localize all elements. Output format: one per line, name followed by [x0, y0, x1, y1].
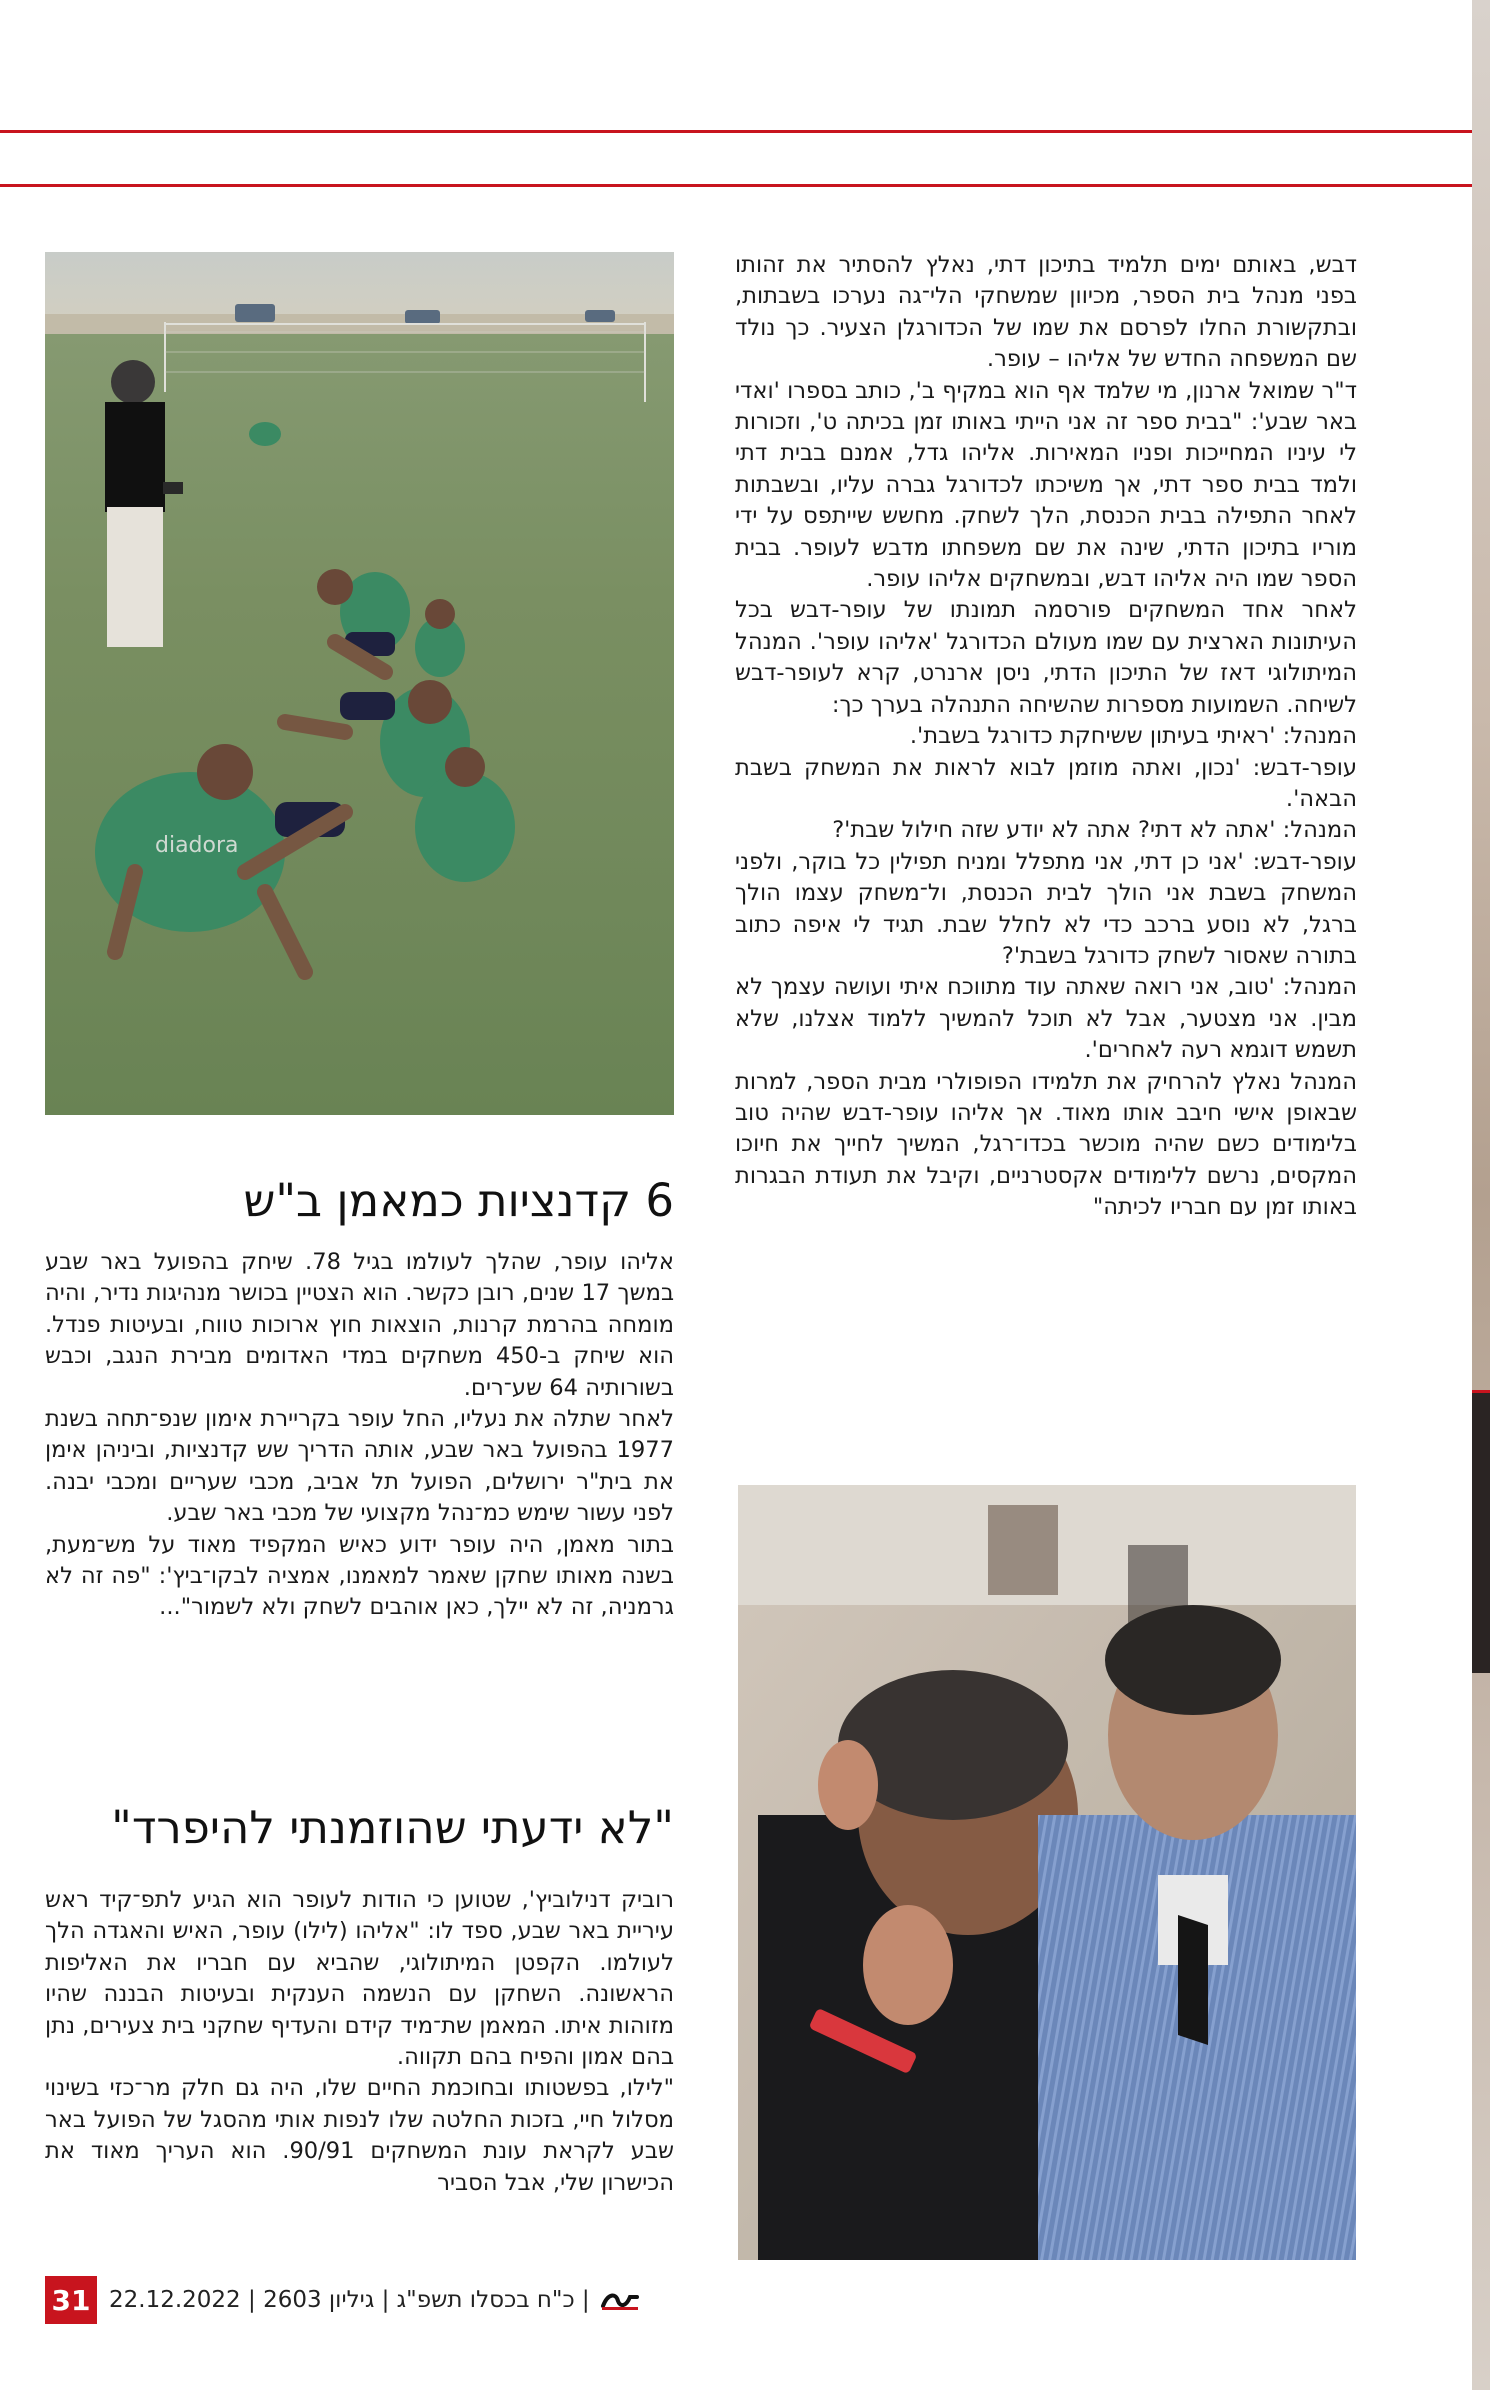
right-paragraph: המנהל: 'אתה לא דתי? אתה לא יודע שזה חילול שבת'? — [832, 817, 1357, 844]
svg-text:diadora: diadora — [155, 833, 239, 858]
top-red-rule — [0, 130, 1476, 133]
coach-embrace-photo — [738, 1485, 1356, 2260]
right-paragraph: דבש, באותם ימים תלמיד בתיכון דתי, נאלץ להסתיר את זהותו בפני מנהל בית הספר, מכיוון שמשחקי הלי־גה נערכו בשבתות, ובתקשורת החלו לפרסם את שמו של הכדורגלן הצעיר. כך נולד שם המשפחה החדש של אליהו – עופר. — [735, 252, 1357, 373]
top-red-rule-secondary — [0, 184, 1476, 187]
page-footer — [45, 2276, 640, 2324]
section2-paragraph: רוביק דנילוביץ', שטוען כי הודות לעופר הוא הגיע לתפ־קיד ראש עיריית באר שבע, ספד לו: "אליהו (לילו) עופר, האיש והאגדה הלך לעולמו. הקפטן המיתולוגי, שהביא עם חבריו את האליפות הראשונה. השחקן עם הנשמה הענקית ובעיטות הבננה שהיו מזוהות איתו. המאמן שת־מיד קידם והעדיף שחקני בית צעירים, נתן בהם אמון והפיח בהם תקווה. — [45, 1887, 674, 2071]
team-training-photo — [45, 252, 674, 1115]
right-paragraph: עופר-דבש: 'נכון, ואתה מוזמן לבוא לראות את המשחק בשבת הבאה'. — [735, 754, 1357, 812]
right-paragraph: ד"ר שמואל ארנון, מי שלמד אף הוא במקיף ב', כותב בספרו 'ואדי באר שבע': "בבית ספר זה אני הייתי באותו זמן בכיתה ט', וזכורות לי עיניו המחייכות ופניו המאירות. אליהו גדל, אמנם בבית דתי ולמד בבית ספר דתי, אך משיכתו לכדורגל גברה עליו, ובשבתות לאחר התפילה בבית הכנסת, הלך לשחק. מחשש שייתפס על ידי מוריו בתיכון הדתי, שינה את שם משפחתו מדבש לעופר. בבית הספר שמו היה אליהו דבש, ובמשחקים אליהו עופר. — [735, 377, 1357, 593]
section1-paragraph: בתור מאמן, היה עופר ידוע כאיש המקפיד מאוד על מש־מעת, בשנה מאותו שחקן שאמר למאמנו, אמציה לבקו־ביץ': "פה זה לא גרמניה, זה לא יילך, כאן אוהבים לשחק ולא לשמור"... — [45, 1531, 674, 1621]
edge-mark — [1472, 1390, 1490, 1673]
right-paragraph: המנהל: 'טוב, אני רואה שאתה עוד מתווכח איתי ועושה עצמך לא מבין. אני מצטער, אבל לא תוכל להמשיך ללמוד אצלנו, שלא תשמש דוגמא רעה לאחרים'. — [735, 974, 1357, 1064]
section2-paragraph: "לילו, בפשטותו ובחוכמת החיים שלו, היה גם חלק מר־כזי בשינוי מסלול חיי, בזכות החלטה שלו לנפות אותי מהסגל של הפועל באר שבע לקראת עונת המשחקים 90/91. הוא העריך מאוד את הכישרון שלי, אבל הסביר — [45, 2075, 674, 2196]
page-number: 31 — [45, 2276, 97, 2324]
section1-paragraph: לאחר שתלה את נעליו, החל עופר בקריירת אימון שנפ־תחה בשנת 1977 בהפועל באר שבע, אותה הדריך שש קדנציות, וביניהן אימן את בית"ר ירושלים, הפועל תל אביב, מכבי שעריים ומכבי יבנה. לפני עשור שימש כמ־נהל מקצועי של מכבי באר שבע. — [45, 1406, 674, 1527]
right-paragraph: המנהל: 'ראיתי בעיתון ששיחקת כדורגל בשבת'. — [909, 723, 1357, 750]
section1-text — [45, 1247, 674, 1624]
right-column-text — [735, 250, 1357, 1224]
section1-paragraph: אליהו עופר, שהלך לעולמו בגיל 78. שיחק בהפועל באר שבע במשך 17 שנים, רובן כקשר. הוא הצטיין בכושר מנהיגות נדיר, והיה מומחה בהרמת קרנות, הוצאות חוץ ארוכות טווח, ובעיטות פנדל. הוא שיחק ב-450 משחקים במדי האדומים מבירת הנגב, וכבש בשורותיה 64 שע־רים. — [45, 1249, 675, 1401]
section2-text — [45, 1885, 674, 2199]
page-edge-strip — [1472, 0, 1490, 2390]
right-paragraph: המנהל נאלץ להרחיק את תלמידו הפופולרי מבית הספר, למרות שבאופן אישי חיבב אותו מאוד. אך אליהו עופר-דבש שהיה טוב בלימודים כשם שהיה מוכשר בכדו־רגל, המשיך לחייך את חיוכו המקסים, נרשם ללימודים אקסטרניים, וקיבל את תעודת הבגרות באותו זמן עם חבריו לכיתה" — [735, 1068, 1357, 1221]
right-paragraph: עופר-דבש: 'אני כן דתי, אני מתפלל ומניח תפילין כל בוקר, ולפני המשחק בשבת אני הולך לבית הכנסת, ול־משחק עצמו הולך ברגל, לא נוסע ברכב כדי לא לחלל שבת. תגיד לי איפה כתוב בתורה שאסור לשחק כדורגל בשבת'? — [735, 848, 1357, 969]
issue-info: 22.12.2022 | כ"ח בכסלו תשפ"ג | גיליון 2603 | — [109, 2287, 590, 2313]
publication-logo-icon — [600, 2289, 640, 2311]
section-heading-farewell: "לא ידעתי שהוזמנתי להיפרד" — [111, 1801, 674, 1854]
right-paragraph: לאחר אחד המשחקים פורסמה תמונתו של עופר-דבש בכל העיתונות הארצית עם שמו מעולם הכדורגל 'אליהו עופר'. המנהל המיתולוגי דאז של התיכון הדתי, ניסן ארנרט, קרא לעופר-דבש לשיחה. השמועות מספרות שהשיחה התנהלה בערך כך: — [735, 597, 1357, 718]
section-heading-cadences: 6 קדנציות כמאמן ב"ש — [243, 1174, 674, 1227]
